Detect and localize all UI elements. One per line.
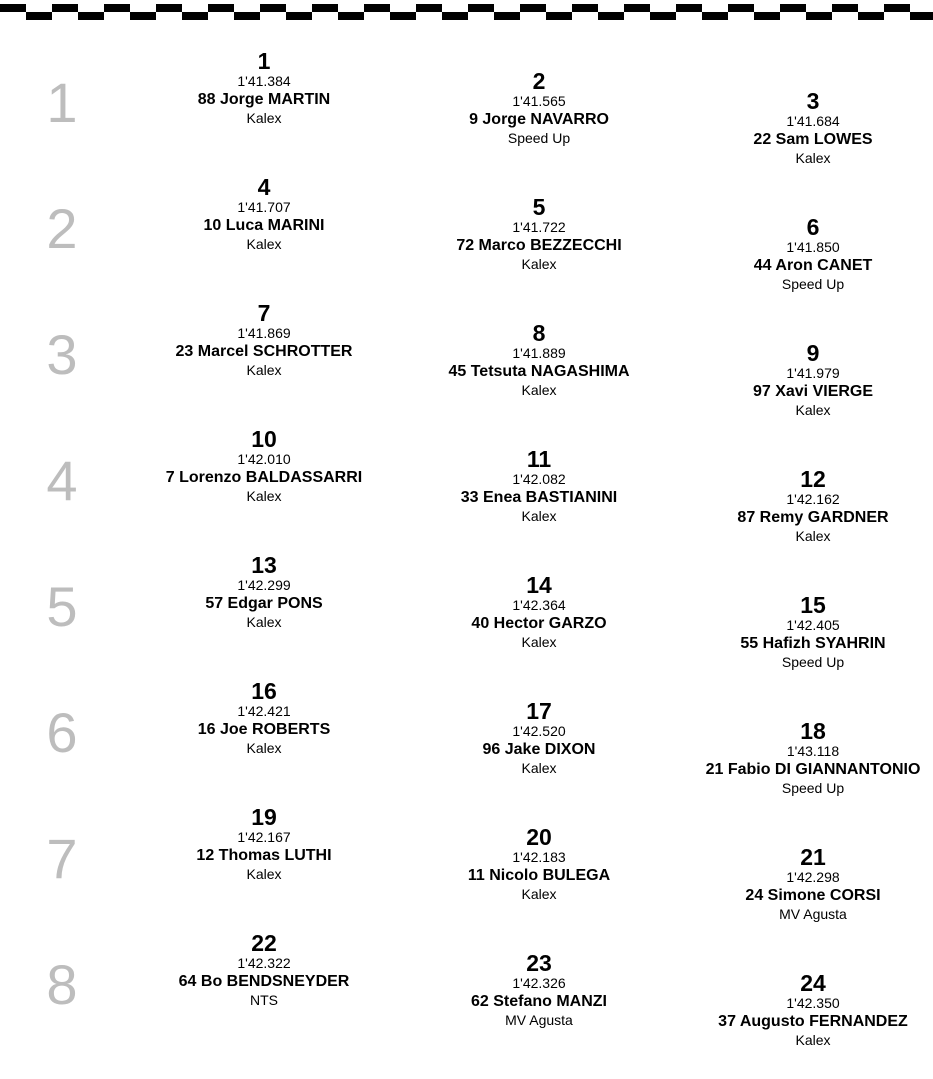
grid-row-number: 4 — [46, 449, 78, 512]
team-name: Kalex — [246, 614, 282, 630]
position-number: 21 — [800, 844, 826, 870]
position-number: 18 — [800, 718, 826, 744]
team-name: Kalex — [521, 760, 557, 776]
lap-time: 1'42.299 — [237, 577, 291, 593]
rider-name: 72 Marco BEZZECCHI — [456, 237, 622, 254]
lap-time: 1'42.010 — [237, 451, 291, 467]
team-name: NTS — [250, 992, 278, 1008]
grid-slot — [663, 720, 933, 797]
grid-slot — [663, 468, 933, 545]
lap-time: 1'41.684 — [786, 113, 840, 129]
grid-slot — [114, 176, 414, 253]
position-number: 7 — [257, 300, 271, 326]
team-name: Kalex — [795, 528, 831, 544]
lap-time: 1'42.520 — [512, 723, 566, 739]
grid-row-number: 2 — [46, 197, 78, 260]
position-number: 16 — [251, 678, 277, 704]
rider-name: 88 Jorge MARTIN — [197, 91, 331, 108]
team-name: Kalex — [246, 110, 282, 126]
team-name: Kalex — [246, 866, 282, 882]
lap-time: 1'42.183 — [512, 849, 566, 865]
team-name: Kalex — [795, 402, 831, 418]
position-number: 3 — [806, 88, 820, 114]
grid-row-number: 5 — [46, 575, 78, 638]
position-number: 24 — [800, 970, 826, 996]
rider-name: 10 Luca MARINI — [203, 217, 325, 234]
position-number: 8 — [532, 320, 546, 346]
rider-name: 96 Jake DIXON — [482, 741, 596, 758]
team-name: Kalex — [521, 508, 557, 524]
rider-name: 87 Remy GARDNER — [737, 509, 889, 526]
grid-slot — [389, 70, 689, 147]
team-name: Kalex — [246, 362, 282, 378]
rider-name: 7 Lorenzo BALDASSARRI — [165, 469, 363, 486]
grid-slot — [114, 50, 414, 127]
position-number: 5 — [532, 194, 546, 220]
team-name: Kalex — [246, 236, 282, 252]
rider-name: 44 Aron CANET — [753, 257, 873, 274]
rider-name: 45 Tetsuta NAGASHIMA — [448, 363, 630, 380]
rider-name: 97 Xavi VIERGE — [752, 383, 874, 400]
rider-name: 37 Augusto FERNANDEZ — [718, 1013, 908, 1030]
team-name: Kalex — [795, 1032, 831, 1048]
team-name: Speed Up — [507, 130, 571, 146]
lap-time: 1'41.889 — [512, 345, 566, 361]
lap-time: 1'41.979 — [786, 365, 840, 381]
position-number: 19 — [251, 804, 277, 830]
rider-name: 23 Marcel SCHROTTER — [175, 343, 353, 360]
grid-row-number: 3 — [46, 323, 78, 386]
rider-name: 57 Edgar PONS — [205, 595, 323, 612]
position-number: 13 — [251, 552, 277, 578]
rider-name: 33 Enea BASTIANINI — [460, 489, 618, 506]
lap-time: 1'42.162 — [786, 491, 840, 507]
position-number: 10 — [251, 426, 277, 452]
lap-time: 1'41.707 — [237, 199, 291, 215]
lap-time: 1'42.082 — [512, 471, 566, 487]
position-number: 11 — [526, 446, 552, 472]
lap-time: 1'43.118 — [786, 743, 840, 759]
team-name: Kalex — [795, 150, 831, 166]
position-number: 15 — [800, 592, 826, 618]
rider-name: 62 Stefano MANZI — [470, 993, 607, 1010]
lap-time: 1'41.565 — [512, 93, 566, 109]
lap-time: 1'42.350 — [786, 995, 840, 1011]
rider-name: 9 Jorge NAVARRO — [469, 111, 609, 128]
team-name: Kalex — [521, 256, 557, 272]
team-name: Kalex — [521, 634, 557, 650]
lap-time: 1'42.405 — [786, 617, 840, 633]
grid-slot — [389, 322, 689, 399]
position-number: 22 — [251, 930, 277, 956]
grid-slot — [389, 196, 689, 273]
grid-slot — [114, 680, 414, 757]
lap-time: 1'42.167 — [237, 829, 291, 845]
team-name: MV Agusta — [779, 906, 847, 922]
grid-row-number: 8 — [46, 953, 78, 1016]
lap-time: 1'41.869 — [237, 325, 291, 341]
lap-time: 1'42.298 — [786, 869, 840, 885]
grid-slot — [663, 342, 933, 419]
rider-name: 40 Hector GARZO — [471, 615, 607, 632]
checkered-flag-banner — [0, 0, 933, 23]
team-name: Kalex — [246, 488, 282, 504]
team-name: Kalex — [521, 886, 557, 902]
grid-slot — [114, 806, 414, 883]
team-name: MV Agusta — [505, 1012, 573, 1028]
grid-slot — [663, 216, 933, 293]
lap-time: 1'42.326 — [512, 975, 566, 991]
rider-name: 16 Joe ROBERTS — [197, 721, 331, 738]
rider-name: 22 Sam LOWES — [753, 131, 873, 148]
position-number: 4 — [257, 174, 271, 200]
position-number: 23 — [526, 950, 552, 976]
lap-time: 1'42.421 — [237, 703, 291, 719]
lap-time: 1'41.850 — [786, 239, 840, 255]
position-number: 6 — [806, 214, 820, 240]
team-name: Speed Up — [781, 276, 845, 292]
grid-slot — [663, 594, 933, 671]
grid-row-number: 6 — [46, 701, 78, 764]
position-number: 1 — [257, 48, 271, 74]
grid-slot — [389, 574, 689, 651]
grid-slot — [389, 700, 689, 777]
rider-name: 24 Simone CORSI — [745, 887, 881, 904]
grid-slot — [663, 972, 933, 1049]
team-name: Kalex — [246, 740, 282, 756]
team-name: Speed Up — [781, 780, 845, 796]
grid-row-number: 7 — [46, 827, 78, 890]
position-number: 2 — [532, 68, 546, 94]
rider-name: 64 Bo BENDSNEYDER — [178, 973, 350, 990]
position-number: 12 — [800, 466, 826, 492]
lap-time: 1'42.364 — [512, 597, 566, 613]
grid-slot — [663, 846, 933, 923]
grid-slot — [389, 952, 689, 1029]
grid-slot — [114, 932, 414, 1009]
position-number: 20 — [526, 824, 552, 850]
grid-slot — [114, 302, 414, 379]
team-name: Kalex — [521, 382, 557, 398]
rider-name: 11 Nicolo BULEGA — [467, 867, 611, 884]
grid-slot — [114, 428, 414, 505]
rider-name: 12 Thomas LUTHI — [196, 847, 332, 864]
rider-name: 21 Fabio DI GIANNANTONIO — [705, 761, 921, 778]
grid-row-number: 1 — [46, 71, 78, 134]
lap-time: 1'42.322 — [237, 955, 291, 971]
grid-slot — [114, 554, 414, 631]
position-number: 9 — [806, 340, 820, 366]
rider-name: 55 Hafizh SYAHRIN — [740, 635, 886, 652]
lap-time: 1'41.384 — [237, 73, 291, 89]
team-name: Speed Up — [781, 654, 845, 670]
grid-slot — [389, 448, 689, 525]
position-number: 17 — [526, 698, 552, 724]
grid-slot — [663, 90, 933, 167]
lap-time: 1'41.722 — [512, 219, 566, 235]
grid-slot — [389, 826, 689, 903]
position-number: 14 — [526, 572, 552, 598]
